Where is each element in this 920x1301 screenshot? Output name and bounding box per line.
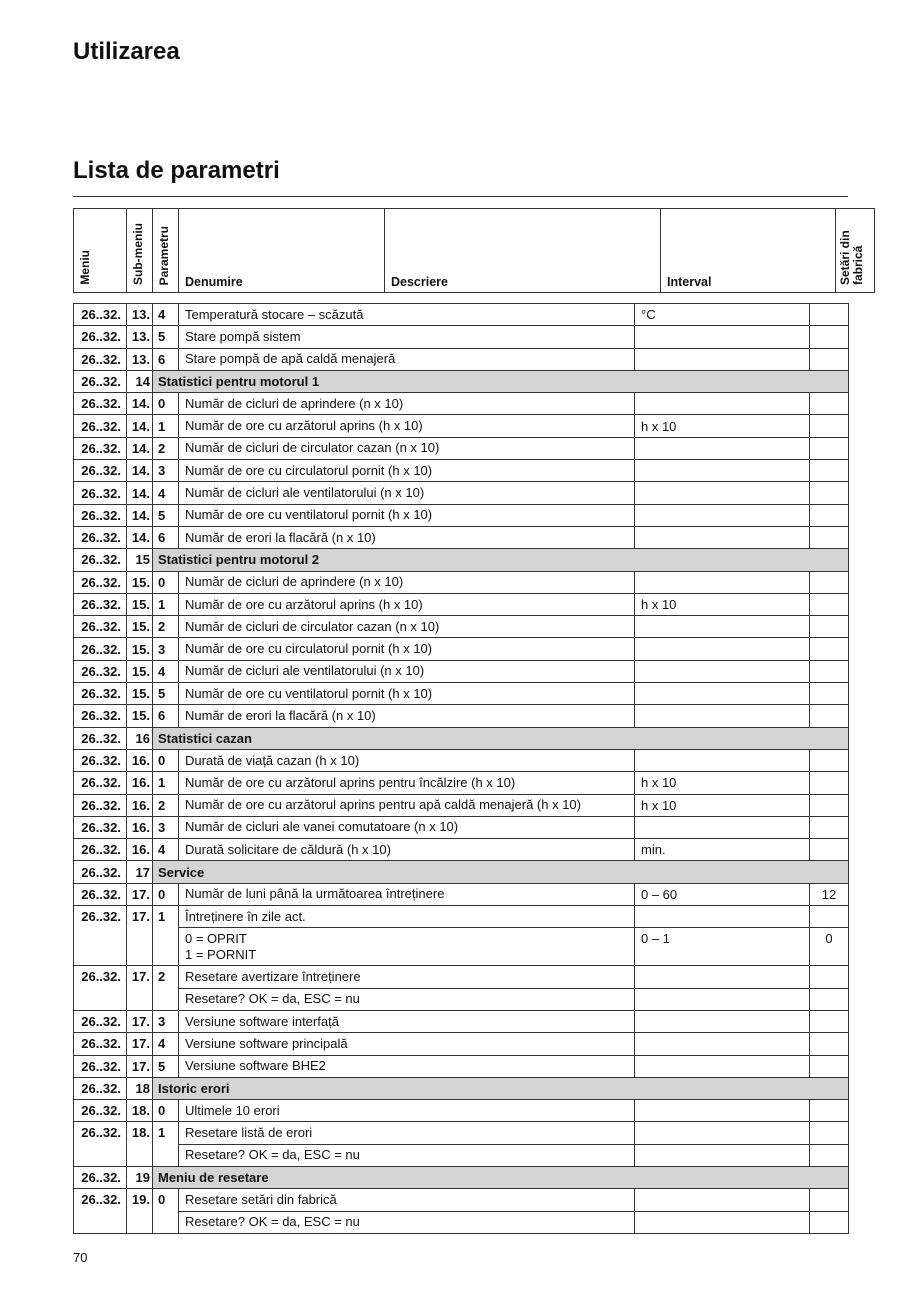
parameter-cell: 1 (153, 593, 179, 615)
factory-cell: 0 (810, 928, 849, 966)
interval-cell (635, 437, 810, 459)
name-cell: Temperatură stocare – scăzută (179, 304, 635, 326)
parameter-cell: 6 (153, 348, 179, 370)
submenu-cell: 17. (127, 966, 153, 1011)
interval-cell (635, 482, 810, 504)
menu-cell: 26..32. (74, 749, 127, 771)
submenu-cell: 19. (127, 1189, 153, 1234)
group-title: Statistici pentru motorul 2 (153, 549, 849, 571)
parameter-cell: 5 (153, 683, 179, 705)
menu-cell: 26..32. (74, 616, 127, 638)
factory-cell (810, 966, 849, 988)
header-factory-label: Setări din fabrică (838, 230, 865, 285)
interval-cell (635, 571, 810, 593)
menu-cell: 26..32. (74, 549, 127, 571)
parameter-cell: 4 (153, 304, 179, 326)
table-row (74, 816, 849, 838)
parameter-cell: 5 (153, 326, 179, 348)
submenu-cell: 14. (127, 393, 153, 415)
parameter-table (73, 303, 849, 1234)
name-cell: Resetare setări din fabrică (179, 1189, 635, 1211)
interval-cell (635, 348, 810, 370)
table-row (74, 415, 849, 437)
parameter-cell: 4 (153, 839, 179, 861)
name-cell: Număr de cicluri de aprindere (n x 10) (179, 393, 635, 415)
table-row (74, 504, 849, 526)
table-row (74, 593, 849, 615)
interval-cell (635, 1100, 810, 1122)
interval-cell (635, 906, 810, 928)
submenu-cell: 17. (127, 1055, 153, 1077)
table-row (74, 1122, 849, 1144)
factory-cell (810, 348, 849, 370)
table-row (74, 839, 849, 861)
menu-cell: 26..32. (74, 772, 127, 794)
table-row (74, 460, 849, 482)
submenu-cell: 19 (127, 1166, 153, 1188)
table-row (74, 571, 849, 593)
menu-cell: 26..32. (74, 705, 127, 727)
name-cell: Număr de erori la flacără (n x 10) (179, 526, 635, 548)
factory-cell (810, 988, 849, 1010)
factory-cell (810, 1033, 849, 1055)
interval-cell (635, 638, 810, 660)
title-divider (73, 196, 848, 197)
interval-cell: 0 – 60 (635, 883, 810, 905)
menu-cell: 26..32. (74, 504, 127, 526)
table-row (74, 1010, 849, 1032)
name-cell: Întreținere în zile act. (179, 906, 635, 928)
menu-cell: 26..32. (74, 437, 127, 459)
factory-cell (810, 1122, 849, 1144)
table-row (74, 326, 849, 348)
parameter-cell: 0 (153, 571, 179, 593)
table-row (74, 1055, 849, 1077)
parameter-cell: 1 (153, 772, 179, 794)
factory-cell (810, 660, 849, 682)
table-row (74, 683, 849, 705)
factory-cell (810, 1100, 849, 1122)
header-submenu-label: Sub-meniu (131, 223, 145, 285)
submenu-cell: 18 (127, 1077, 153, 1099)
menu-cell: 26..32. (74, 415, 127, 437)
group-title: Istoric erori (153, 1077, 849, 1099)
interval-cell (635, 1122, 810, 1144)
interval-cell (635, 326, 810, 348)
interval-cell (635, 1033, 810, 1055)
submenu-cell: 13. (127, 326, 153, 348)
group-title: Statistici pentru motorul 1 (153, 370, 849, 392)
name-cell: Număr de erori la flacără (n x 10) (179, 705, 635, 727)
name-cell: Număr de ore cu circulatorul pornit (h x 10) (179, 638, 635, 660)
parameter-cell: 0 (153, 1189, 179, 1234)
table-row (74, 1033, 849, 1055)
interval-cell (635, 660, 810, 682)
factory-cell (810, 839, 849, 861)
factory-cell (810, 482, 849, 504)
group-title: Meniu de resetare (153, 1166, 849, 1188)
parameter-cell: 2 (153, 966, 179, 1011)
factory-cell (810, 1144, 849, 1166)
table-row (74, 616, 849, 638)
submenu-cell: 17. (127, 1010, 153, 1032)
name-cell: Număr de ore cu circulatorul pornit (h x 10) (179, 460, 635, 482)
submenu-cell: 14 (127, 370, 153, 392)
name-cell: Resetare listă de erori (179, 1122, 635, 1144)
interval-cell: min. (635, 839, 810, 861)
factory-cell (810, 1189, 849, 1211)
submenu-cell: 17. (127, 1033, 153, 1055)
factory-cell (810, 1010, 849, 1032)
name-cell: Număr de ore cu arzătorul aprins (h x 10) (179, 415, 635, 437)
menu-cell: 26..32. (74, 526, 127, 548)
interval-cell (635, 705, 810, 727)
factory-cell (810, 683, 849, 705)
parameter-cell: 3 (153, 1010, 179, 1032)
submenu-cell: 15. (127, 638, 153, 660)
table-subrow (74, 1144, 849, 1166)
menu-cell: 26..32. (74, 727, 127, 749)
factory-cell (810, 593, 849, 615)
name-cell: Număr de ore cu arzătorul aprins pentru încălzire (h x 10) (179, 772, 635, 794)
table-row (74, 794, 849, 816)
parameter-cell: 6 (153, 526, 179, 548)
factory-cell (810, 437, 849, 459)
submenu-cell: 16. (127, 749, 153, 771)
interval-cell (635, 504, 810, 526)
factory-cell (810, 393, 849, 415)
menu-cell: 26..32. (74, 839, 127, 861)
menu-cell: 26..32. (74, 906, 127, 966)
interval-cell (635, 526, 810, 548)
factory-cell (810, 460, 849, 482)
factory-cell (810, 571, 849, 593)
submenu-cell: 14. (127, 504, 153, 526)
menu-cell: 26..32. (74, 638, 127, 660)
interval-cell: h x 10 (635, 794, 810, 816)
menu-cell: 26..32. (74, 1033, 127, 1055)
name-cell: Număr de luni până la următoarea întreținere (179, 883, 635, 905)
interval-cell: 0 – 1 (635, 928, 810, 966)
table-row (74, 482, 849, 504)
name-cell: Număr de ore cu arzătorul aprins (h x 10) (179, 593, 635, 615)
submenu-cell: 17. (127, 906, 153, 966)
table-row (74, 772, 849, 794)
table-row (74, 749, 849, 771)
parameter-cell: 5 (153, 504, 179, 526)
list-title: Lista de parametri (73, 157, 280, 184)
parameter-cell: 2 (153, 437, 179, 459)
parameter-cell: 0 (153, 883, 179, 905)
name-cell: Număr de ore cu ventilatorul pornit (h x 10) (179, 683, 635, 705)
menu-cell: 26..32. (74, 966, 127, 1011)
parameter-cell: 0 (153, 749, 179, 771)
header-submenu (127, 209, 153, 293)
page-number: 70 (73, 1250, 88, 1265)
submenu-cell: 14. (127, 415, 153, 437)
parameter-cell: 4 (153, 660, 179, 682)
header-menu-label: Meniu (78, 250, 92, 285)
submenu-cell: 18. (127, 1100, 153, 1122)
factory-cell (810, 705, 849, 727)
menu-cell: 26..32. (74, 1100, 127, 1122)
factory-cell (810, 616, 849, 638)
menu-cell: 26..32. (74, 593, 127, 615)
name-cell: Număr de cicluri ale vanei comutatoare (n x 10) (179, 816, 635, 838)
table-row (74, 705, 849, 727)
name-cell: Versiune software BHE2 (179, 1055, 635, 1077)
name-cell: Ultimele 10 erori (179, 1100, 635, 1122)
submenu-cell: 14. (127, 437, 153, 459)
menu-cell: 26..32. (74, 482, 127, 504)
submenu-cell: 15. (127, 593, 153, 615)
menu-cell: 26..32. (74, 1189, 127, 1234)
table-row (74, 348, 849, 370)
menu-cell: 26..32. (74, 683, 127, 705)
factory-cell (810, 1055, 849, 1077)
submenu-cell: 14. (127, 526, 153, 548)
menu-cell: 26..32. (74, 1055, 127, 1077)
parameter-cell: 2 (153, 794, 179, 816)
table-subrow (74, 928, 849, 966)
factory-cell: 12 (810, 883, 849, 905)
interval-cell (635, 1189, 810, 1211)
name-cell: Număr de cicluri ale ventilatorului (n x 10) (179, 482, 635, 504)
header-parameter-label: Parametru (157, 225, 171, 285)
name-cell: Resetare avertizare întreținere (179, 966, 635, 988)
factory-cell (810, 794, 849, 816)
menu-cell: 26..32. (74, 1166, 127, 1188)
table-row (74, 966, 849, 988)
interval-cell: h x 10 (635, 415, 810, 437)
table-row (74, 393, 849, 415)
option-cell: Resetare? OK = da, ESC = nu (179, 988, 635, 1010)
submenu-cell: 16. (127, 794, 153, 816)
table-row (74, 437, 849, 459)
submenu-cell: 16. (127, 816, 153, 838)
submenu-cell: 18. (127, 1122, 153, 1167)
name-cell: Număr de ore cu ventilatorul pornit (h x 10) (179, 504, 635, 526)
parameter-cell: 3 (153, 638, 179, 660)
interval-cell (635, 966, 810, 988)
factory-cell (810, 638, 849, 660)
submenu-cell: 15 (127, 549, 153, 571)
group-row (74, 1166, 849, 1188)
option-cell: Resetare? OK = da, ESC = nu (179, 1144, 635, 1166)
table-row (74, 660, 849, 682)
table-subrow (74, 988, 849, 1010)
submenu-cell: 17. (127, 883, 153, 905)
interval-cell (635, 393, 810, 415)
submenu-cell: 17 (127, 861, 153, 883)
factory-cell (810, 326, 849, 348)
header-menu (74, 209, 127, 293)
parameter-cell: 3 (153, 816, 179, 838)
name-cell: Versiune software principală (179, 1033, 635, 1055)
parameter-cell: 6 (153, 705, 179, 727)
submenu-cell: 13. (127, 348, 153, 370)
factory-cell (810, 415, 849, 437)
submenu-cell: 16. (127, 839, 153, 861)
name-cell: Număr de ore cu arzătorul aprins pentru apă caldă menajeră (h x 10) (179, 794, 635, 816)
parameter-cell: 4 (153, 482, 179, 504)
name-cell: Stare pompă de apă caldă menajeră (179, 348, 635, 370)
menu-cell: 26..32. (74, 1122, 127, 1167)
interval-cell (635, 616, 810, 638)
menu-cell: 26..32. (74, 794, 127, 816)
factory-cell (810, 526, 849, 548)
option-cell: Resetare? OK = da, ESC = nu (179, 1211, 635, 1233)
header-interval: Interval (661, 209, 836, 293)
submenu-cell: 15. (127, 571, 153, 593)
interval-cell (635, 1010, 810, 1032)
name-cell: Durată solicitare de căldură (h x 10) (179, 839, 635, 861)
table-row (74, 304, 849, 326)
parameter-table-header (73, 208, 875, 293)
factory-cell (810, 906, 849, 928)
submenu-cell: 15. (127, 616, 153, 638)
menu-cell: 26..32. (74, 460, 127, 482)
name-cell: Stare pompă sistem (179, 326, 635, 348)
factory-cell (810, 1211, 849, 1233)
submenu-cell: 15. (127, 683, 153, 705)
parameter-cell: 2 (153, 616, 179, 638)
interval-cell: °C (635, 304, 810, 326)
parameter-cell: 3 (153, 460, 179, 482)
name-cell: Durată de viață cazan (h x 10) (179, 749, 635, 771)
interval-cell: h x 10 (635, 593, 810, 615)
menu-cell: 26..32. (74, 571, 127, 593)
header-description: Descriere (385, 209, 661, 293)
table-row (74, 638, 849, 660)
interval-cell (635, 460, 810, 482)
parameter-cell: 1 (153, 415, 179, 437)
table-row (74, 1100, 849, 1122)
factory-cell (810, 816, 849, 838)
section-title: Utilizarea (73, 38, 180, 65)
submenu-cell: 14. (127, 460, 153, 482)
factory-cell (810, 504, 849, 526)
interval-cell (635, 816, 810, 838)
menu-cell: 26..32. (74, 1077, 127, 1099)
factory-cell (810, 304, 849, 326)
table-row (74, 906, 849, 928)
header-name: Denumire (179, 209, 385, 293)
name-cell: Număr de cicluri de circulator cazan (n x 10) (179, 437, 635, 459)
factory-cell (810, 749, 849, 771)
submenu-cell: 13. (127, 304, 153, 326)
group-title: Service (153, 861, 849, 883)
table-subrow (74, 1211, 849, 1233)
menu-cell: 26..32. (74, 1010, 127, 1032)
submenu-cell: 15. (127, 705, 153, 727)
group-row (74, 370, 849, 392)
menu-cell: 26..32. (74, 348, 127, 370)
menu-cell: 26..32. (74, 660, 127, 682)
parameter-cell: 5 (153, 1055, 179, 1077)
header-parameter (153, 209, 179, 293)
menu-cell: 26..32. (74, 393, 127, 415)
submenu-cell: 16. (127, 772, 153, 794)
menu-cell: 26..32. (74, 861, 127, 883)
header-factory (836, 209, 875, 293)
group-row (74, 861, 849, 883)
interval-cell: h x 10 (635, 772, 810, 794)
name-cell: Număr de cicluri de circulator cazan (n x 10) (179, 616, 635, 638)
interval-cell (635, 988, 810, 1010)
submenu-cell: 15. (127, 660, 153, 682)
menu-cell: 26..32. (74, 370, 127, 392)
name-cell: Versiune software interfață (179, 1010, 635, 1032)
parameter-cell: 4 (153, 1033, 179, 1055)
group-title: Statistici cazan (153, 727, 849, 749)
table-row (74, 1189, 849, 1211)
group-row (74, 727, 849, 749)
parameter-cell: 0 (153, 1100, 179, 1122)
parameter-cell: 0 (153, 393, 179, 415)
table-row (74, 883, 849, 905)
group-row (74, 1077, 849, 1099)
menu-cell: 26..32. (74, 326, 127, 348)
interval-cell (635, 1211, 810, 1233)
factory-cell (810, 772, 849, 794)
interval-cell (635, 749, 810, 771)
menu-cell: 26..32. (74, 304, 127, 326)
parameter-cell: 1 (153, 906, 179, 966)
submenu-cell: 16 (127, 727, 153, 749)
menu-cell: 26..32. (74, 816, 127, 838)
option-cell: 0 = OPRIT 1 = PORNIT (179, 928, 635, 966)
menu-cell: 26..32. (74, 883, 127, 905)
submenu-cell: 14. (127, 482, 153, 504)
name-cell: Număr de cicluri ale ventilatorului (n x 10) (179, 660, 635, 682)
table-row (74, 526, 849, 548)
interval-cell (635, 1144, 810, 1166)
name-cell: Număr de cicluri de aprindere (n x 10) (179, 571, 635, 593)
group-row (74, 549, 849, 571)
interval-cell (635, 683, 810, 705)
interval-cell (635, 1055, 810, 1077)
parameter-cell: 1 (153, 1122, 179, 1167)
